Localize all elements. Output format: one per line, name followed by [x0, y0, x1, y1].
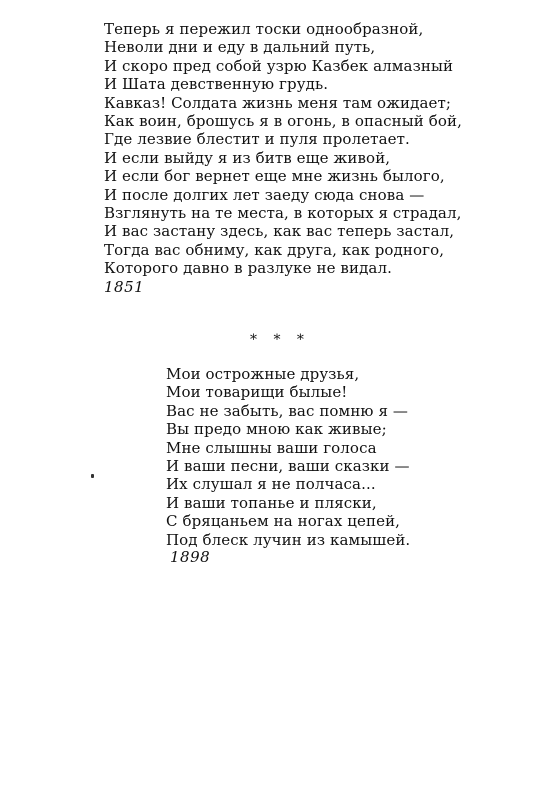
- poem-1-date: 1851: [104, 278, 145, 296]
- poem-2: [166, 365, 410, 549]
- poem-line: И после долгих лет заеду сюда снова —: [104, 185, 425, 204]
- poem-line: И Шата девственную грудь.: [104, 75, 329, 94]
- poem-line: И скоро пред собой узрю Казбек алмазный: [104, 56, 454, 75]
- poem-line: Где лезвие блестит и пуля пролетает.: [104, 130, 410, 149]
- poem-line: Которого давно в разлуке не видал.: [104, 259, 392, 278]
- poem-line: И ваши топанье и пляски,: [166, 493, 377, 512]
- section-separator: * * *: [250, 332, 310, 348]
- poem-line: Мне слышны ваши голоса: [166, 438, 377, 457]
- poem-2-date: 1898: [170, 548, 211, 566]
- poem-line: И если бог вернет еще мне жизнь былого,: [104, 167, 445, 186]
- poem-line: Их слушал я не полчаса...: [166, 475, 376, 494]
- poem-line: Вас не забыть, вас помню я —: [166, 401, 408, 420]
- poem-line: Неволи дни и еду в дальний путь,: [104, 38, 376, 57]
- poem-line: Вы предо мною как живые;: [166, 420, 387, 439]
- poem-line: Как воин, брошусь я в огонь, в опасный бой,: [104, 112, 462, 131]
- poem-line: Теперь я пережил тоски однообразной,: [104, 20, 424, 38]
- poem-line: И ваши песни, ваши сказки —: [166, 457, 410, 476]
- poem-line: И если выйду я из битв еще живой,: [104, 148, 391, 167]
- poem-line: Мои острожные друзья,: [166, 365, 360, 383]
- poem-1: [104, 20, 462, 278]
- poem-line: Кавказ! Солдата жизнь меня там ожидает;: [104, 93, 452, 112]
- poem-line: Взглянуть на те места, в которых я страдал,: [104, 204, 462, 223]
- poem-line: Под блеск лучин из камышей.: [166, 530, 411, 549]
- poem-line: Тогда вас обниму, как друга, как родного,: [104, 240, 445, 259]
- poem-line: Мои товарищи былые!: [166, 383, 348, 402]
- print-speck: [91, 474, 94, 478]
- poem-line: И вас застану здесь, как вас теперь застал,: [104, 222, 455, 241]
- poem-line: С бряцаньем на ногах цепей,: [166, 512, 401, 531]
